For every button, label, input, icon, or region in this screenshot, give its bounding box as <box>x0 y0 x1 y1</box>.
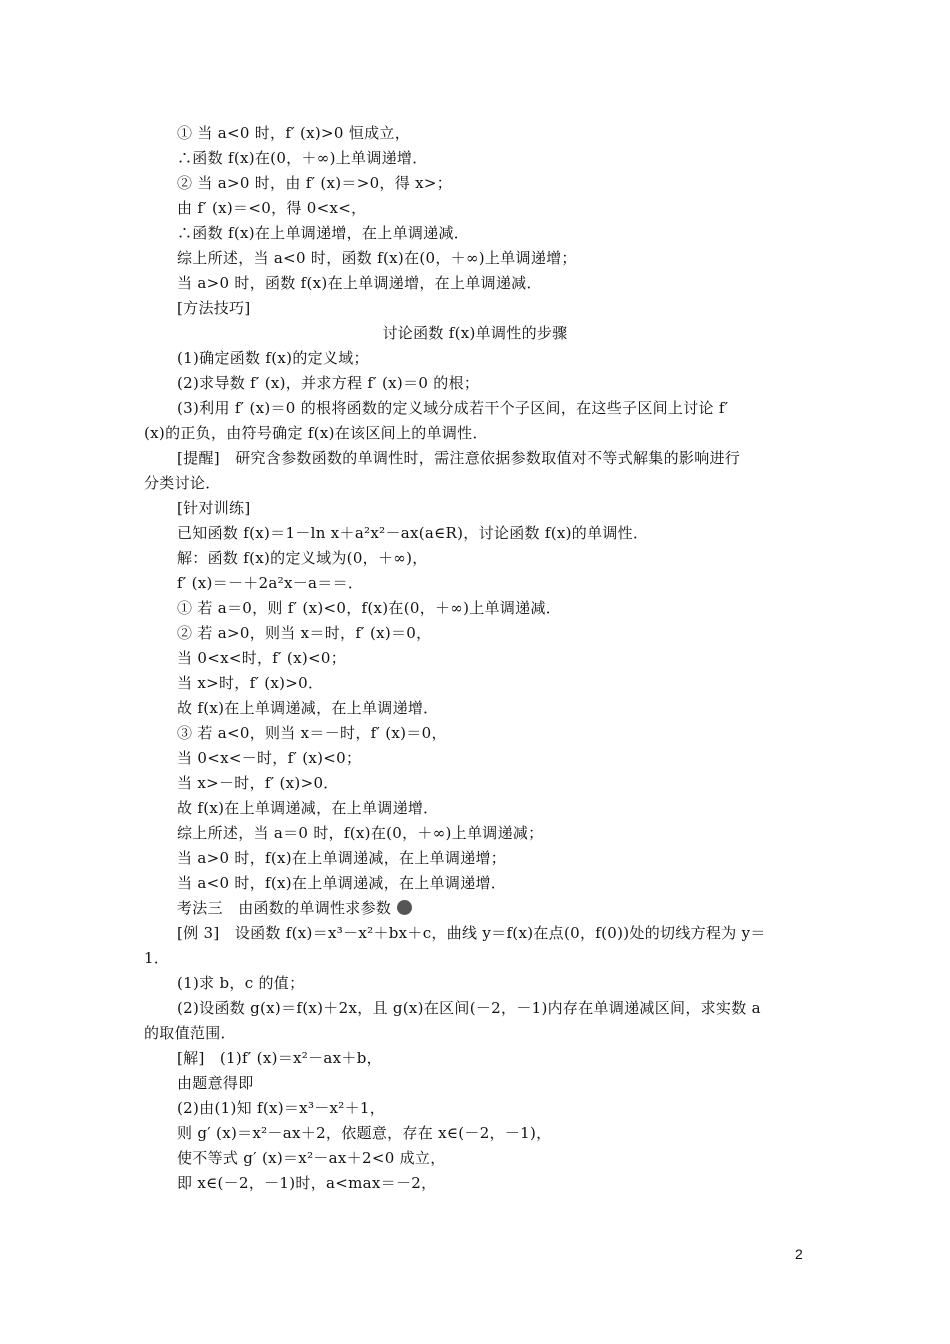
section-label: [针对训练] <box>177 499 251 517</box>
text-line: 综上所述，当 a＝0 时，f(x)在(0，＋∞)上单调递减； <box>177 824 544 842</box>
text-line: (1)求 b，c 的值； <box>177 974 305 992</box>
text-line: 综上所述，当 a<0 时，函数 f(x)在(0，＋∞)上单调递增； <box>177 249 577 267</box>
text-line: (3)利用 f′ (x)＝0 的根将函数的定义域分成若干个子区间，在这些子区间上讨论 f′ <box>177 399 729 417</box>
text-line: ∴函数 f(x)在(0，＋∞)上单调递增． <box>177 149 428 167</box>
section-heading: 讨论函数 f(x)单调性的步骤 <box>382 324 568 342</box>
page-number: 2 <box>795 1246 803 1262</box>
text-line: 当 x>时，f′ (x)>0． <box>177 674 324 692</box>
text-line: (2)求导数 f′ (x)，并求方程 f′ (x)＝0 的根； <box>177 374 480 392</box>
text-line: 由 f′ (x)＝<0，得 0<x<， <box>177 199 367 217</box>
text-line: 当 a>0 时，f(x)在上单调递减，在上单调递增； <box>177 849 507 867</box>
text-line: ② 当 a>0 时，由 f′ (x)＝>0，得 x>； <box>177 174 453 192</box>
text-line: 解：函数 f(x)的定义域为(0，＋∞)， <box>177 549 428 567</box>
text-line: 当 0<x<时，f′ (x)<0； <box>177 649 347 667</box>
section-label: [方法技巧] <box>177 299 251 317</box>
text-line: 当 0<x<－时，f′ (x)<0； <box>177 749 362 767</box>
text-line: 1． <box>144 949 170 967</box>
text-line: 分类讨论． <box>144 474 221 492</box>
text-line: ③ 若 a<0，则当 x＝－时，f′ (x)＝0， <box>177 724 447 742</box>
text-line: [例 3] 设函数 f(x)＝x³－x²＋bx＋c，曲线 y＝f(x)在点(0，f(0))处的切线方程为 y＝ <box>177 924 766 942</box>
text-line: 已知函数 f(x)＝1－ln x＋a²x²－ax(a∈R)，讨论函数 f(x)的单调性． <box>177 524 649 542</box>
text-line: 当 x>－时，f′ (x)>0． <box>177 774 339 792</box>
text-line: 故 f(x)在上单调递减，在上单调递增． <box>177 699 439 717</box>
text-line: 由题意得即 <box>177 1074 254 1092</box>
text-line: ∴函数 f(x)在上单调递增，在上单调递减． <box>177 224 470 242</box>
text-line: 的取值范围． <box>144 1024 236 1042</box>
text-line: [解] (1)f′ (x)＝x²－ax＋b， <box>177 1049 382 1067</box>
bullet-dot-icon <box>397 900 412 915</box>
text-line: f′ (x)＝－＋2a²x－a＝＝． <box>177 574 364 592</box>
section-heading: 考法三 由函数的单调性求参数 <box>177 899 392 917</box>
text-line: [提醒] 研究含参数函数的单调性时，需注意依据参数取值对不等式解集的影响进行 <box>177 449 741 467</box>
text-line: ① 当 a<0 时，f′ (x)>0 恒成立， <box>177 124 411 142</box>
text-line: (x)的正负，由符号确定 f(x)在该区间上的单调性． <box>144 424 488 442</box>
text-line: (1)确定函数 f(x)的定义域； <box>177 349 369 367</box>
text-line: ① 若 a＝0，则 f′ (x)<0，f(x)在(0，＋∞)上单调递减． <box>177 599 562 617</box>
text-line: 即 x∈(－2，－1)时，a<max＝－2， <box>177 1174 437 1192</box>
text-line: 当 a>0 时，函数 f(x)在上单调递增，在上单调递减． <box>177 274 542 292</box>
text-line: 则 g′ (x)＝x²－ax＋2，依题意，存在 x∈(－2，－1)， <box>177 1124 552 1142</box>
text-line: 故 f(x)在上单调递减，在上单调递增． <box>177 799 439 817</box>
section-heading-row <box>177 896 412 921</box>
text-line: ② 若 a>0，则当 x＝时，f′ (x)＝0， <box>177 624 432 642</box>
text-line: (2)由(1)知 f(x)＝x³－x²＋1， <box>177 1099 386 1117</box>
text-line: 使不等式 g′ (x)＝x²－ax＋2<0 成立， <box>177 1149 446 1167</box>
text-line: 当 a<0 时，f(x)在上单调递减，在上单调递增． <box>177 874 507 892</box>
text-line: (2)设函数 g(x)＝f(x)＋2x，且 g(x)在区间(－2，－1)内存在单调递减区间，求实数 a <box>177 999 761 1017</box>
